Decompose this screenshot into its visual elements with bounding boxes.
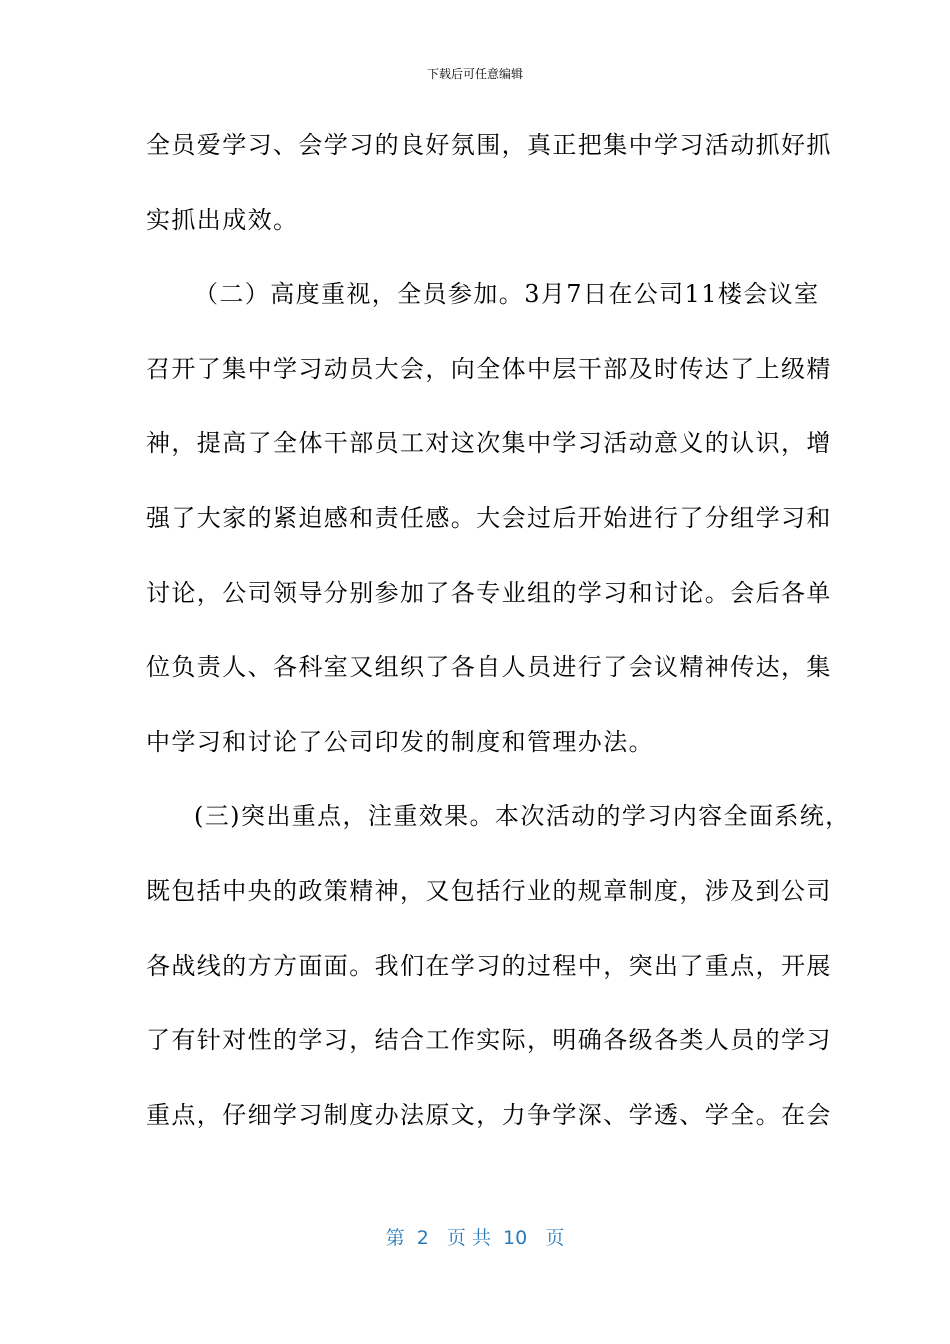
- body-line-13: 了有针对性的学习，结合工作实际，明确各级各类人员的学习: [146, 1026, 832, 1055]
- body-line-3: （二）高度重视，全员参加。3月7日在公司11楼会议室: [194, 280, 820, 309]
- body-line-2: 实抓出成效。: [146, 205, 299, 234]
- body-line-1: 全员爱学习、会学习的良好氛围，真正把集中学习活动抓好抓: [146, 131, 832, 159]
- body-line-4: 召开了集中学习动员大会，向全体中层干部及时传达了上级精: [146, 354, 832, 383]
- body-line-8: 位负责人、各科室又组织了各自人员进行了会议精神传达，集: [146, 653, 832, 682]
- body-line-14: 重点，仔细学习制度办法原文，力争学深、学透、学全。在会: [146, 1100, 832, 1129]
- body-line-9: 中学习和讨论了公司印发的制度和管理办法。: [146, 727, 654, 756]
- body-line-12: 各战线的方方面面。我们在学习的过程中，突出了重点，开展: [146, 951, 832, 980]
- page-header: 下载后可任意编辑: [426, 67, 523, 81]
- body-line-10: (三)突出重点，注重效果。本次活动的学习内容全面系统，: [194, 802, 851, 831]
- document-body: [146, 108, 851, 1152]
- body-line-7: 讨论，公司领导分别参加了各专业组的学习和讨论。会后各单: [146, 578, 832, 607]
- page-footer: 第 2 页 共 10 页: [385, 1227, 565, 1249]
- body-line-5: 神，提高了全体干部员工对这次集中学习活动意义的认识，增: [146, 429, 832, 458]
- body-line-11: 既包括中央的政策精神，又包括行业的规章制度，涉及到公司: [146, 876, 832, 905]
- body-line-6: 强了大家的紧迫感和责任感。大会过后开始进行了分组学习和: [146, 503, 832, 532]
